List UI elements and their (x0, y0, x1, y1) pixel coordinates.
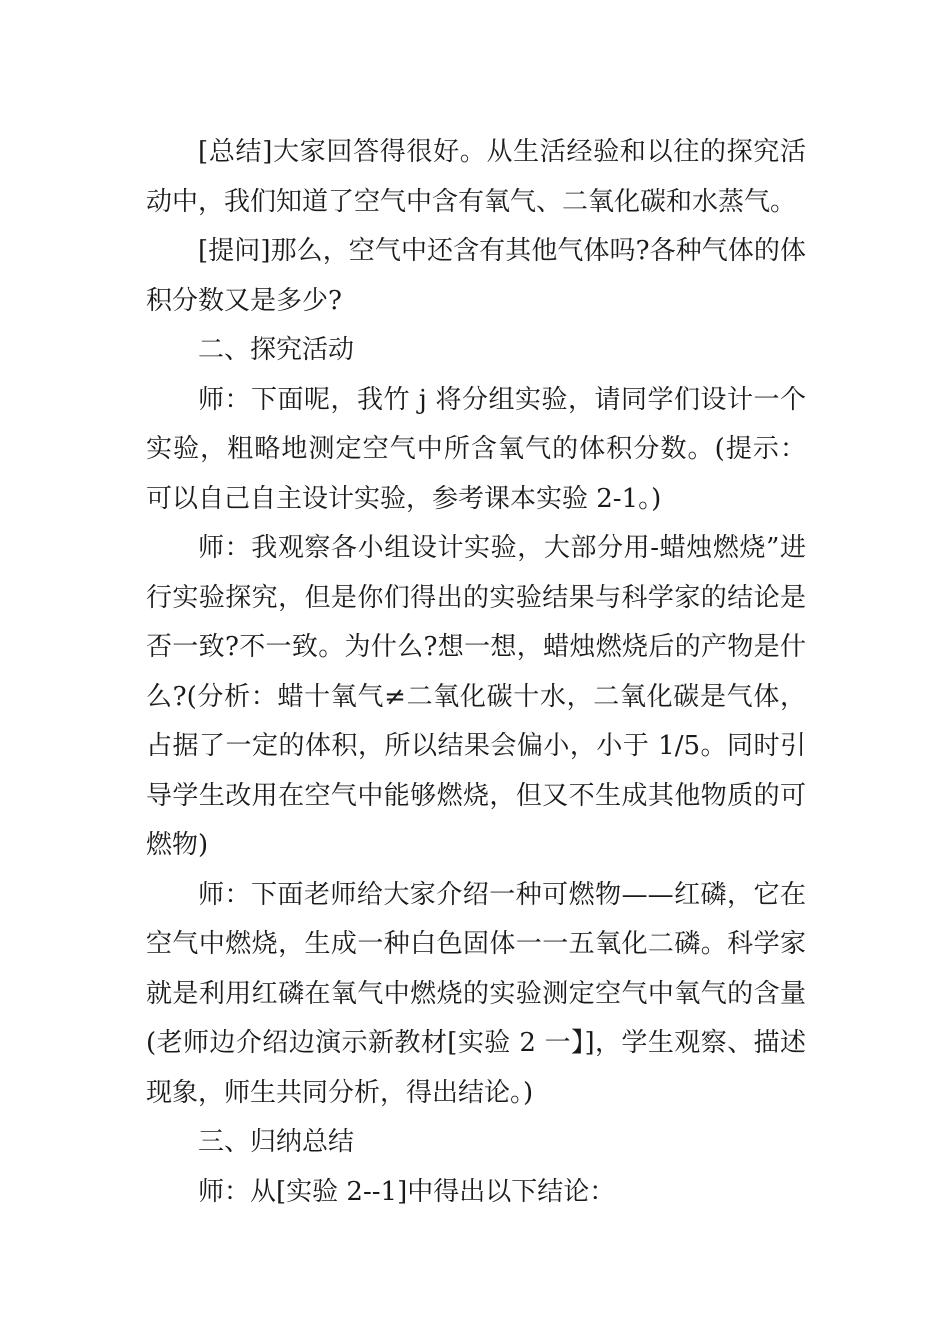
section-heading-conclusion: 三、归纳总结 (198, 1127, 355, 1157)
document-body (146, 128, 806, 1217)
paragraph-candle-analysis: 师：我观察各小组设计实验，大部分用-蜡烛燃烧”进行实验探究，但是你们得出的实验结果与科学家的结论是否一致?不一致。为什么?想一想，蜡烛燃烧后的产物是什么?(分析：蜡十氧气≠二氧化碳十水，二氧化碳是气体，占据了一定的体积，所以结果会偏小，小于 1/5。同时引导学生改用在空气中能够燃烧，但又不生成其他物质的可燃物) (146, 533, 806, 860)
paragraph-summary: [总结]大家回答得很好。从生活经验和以往的探究活动中，我们知道了空气中含有氧气、二氧化碳和水蒸气。 (146, 137, 806, 217)
section-heading-inquiry: 二、探究活动 (198, 335, 355, 365)
paragraph-group-experiment: 师：下面呢，我竹 j 将分组实验，请同学们设计一个实验，粗略地测定空气中所含氧气的体积分数。(提示：可以自己自主设计实验，参考课本实验 2-1。) (146, 384, 806, 514)
paragraph-red-phosphorus: 师：下面老师给大家介绍一种可燃物——红磷，它在空气中燃烧，生成一种白色固体一一五氧化二磷。科学家就是利用红磷在氧气中燃烧的实验测定空气中氧气的含量(老师边介绍边演示新教材[实验 2 一】]，学生观察、描述现象，师生共同分析，得出结论。) (146, 879, 806, 1108)
paragraph-conclusion-intro: 师：从[实验 2--1]中得出以下结论： (198, 1176, 616, 1207)
paragraph-question: [提问]那么，空气中还含有其他气体吗?各种气体的体积分数又是多少? (146, 236, 806, 316)
